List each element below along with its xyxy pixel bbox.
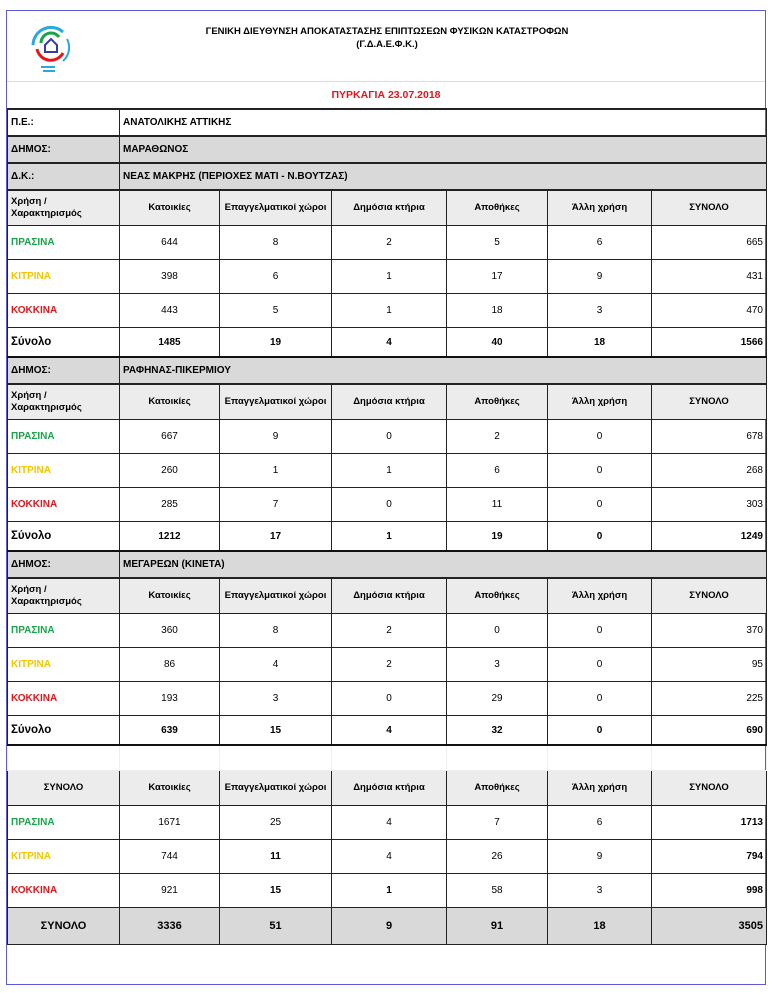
dimos-row <box>8 136 767 163</box>
category-label: ΚΙΤΡΙΝΑ <box>8 840 120 874</box>
cell-value: 667 <box>120 420 220 454</box>
cell-value: 398 <box>120 260 220 294</box>
table-row <box>8 420 767 454</box>
header-col: Δημόσια κτήρια <box>332 384 447 420</box>
header-col: Δημόσια κτήρια <box>332 190 447 226</box>
subtotal-row <box>8 328 767 358</box>
org-name: ΓΕΝΙΚΗ ΔΙΕΥΘΥΝΣΗ ΑΠΟΚΑΤΑΣΤΑΣΗΣ ΕΠΙΠΤΩΣΕΩΝ ΦΥΣΙΚΩΝ ΚΑΤΑΣΤΡΟΦΩΝ <box>205 26 569 37</box>
cell-value: 4 <box>332 806 447 840</box>
header-col: Άλλη χρήση <box>548 190 652 226</box>
cell-value: 1 <box>332 454 447 488</box>
subtotal-value: 690 <box>652 716 767 746</box>
subtotal-value: 639 <box>120 716 220 746</box>
cell-value: 25 <box>220 806 332 840</box>
header-col: Αποθήκες <box>447 384 548 420</box>
cell-value: 2 <box>332 648 447 682</box>
cell-value: 18 <box>447 294 548 328</box>
cell-value: 260 <box>120 454 220 488</box>
document-header <box>7 11 765 81</box>
header-col: Άλλη χρήση <box>548 771 652 806</box>
cell-value: 1713 <box>652 806 767 840</box>
header-usage: Χρήση / Χαρακτηρισμός <box>8 578 120 614</box>
cell-value: 4 <box>332 840 447 874</box>
dimos-value: ΡΑΦΗΝΑΣ-ΠΙΚΕΡΜΙΟΥ <box>120 357 767 384</box>
cell-value: 744 <box>120 840 220 874</box>
cell-value: 443 <box>120 294 220 328</box>
cell-value: 8 <box>220 614 332 648</box>
dk-row <box>8 163 767 190</box>
dk-value: ΝΕΑΣ ΜΑΚΡΗΣ (ΠΕΡΙΟΧΕΣ ΜΑΤΙ - Ν.ΒΟΥΤΖΑΣ) <box>120 163 767 190</box>
header-col: Κατοικίες <box>120 578 220 614</box>
header-col: Κατοικίες <box>120 771 220 806</box>
grand-total-value: 91 <box>447 908 548 945</box>
subtotal-label: Σύνολο <box>8 328 120 358</box>
cell-value: 268 <box>652 454 767 488</box>
cell-value: 6 <box>447 454 548 488</box>
header-col: Επαγγελματικοί χώροι <box>220 578 332 614</box>
grand-total-value: 18 <box>548 908 652 945</box>
grand-total-value: 51 <box>220 908 332 945</box>
subtotal-value: 19 <box>447 522 548 552</box>
category-label: ΚΟΚΚΙΝΑ <box>8 294 120 328</box>
header-col: Αποθήκες <box>447 190 548 226</box>
cell-value: 2 <box>332 614 447 648</box>
cell-value: 998 <box>652 874 767 908</box>
cell-value: 95 <box>652 648 767 682</box>
subtotal-label: Σύνολο <box>8 716 120 746</box>
table-row <box>8 294 767 328</box>
dimos-label: ΔΗΜΟΣ: <box>8 551 120 578</box>
category-label: ΠΡΑΣΙΝΑ <box>8 420 120 454</box>
cell-value: 370 <box>652 614 767 648</box>
category-label: ΚΟΚΚΙΝΑ <box>8 488 120 522</box>
cell-value: 7 <box>447 806 548 840</box>
grand-total-row <box>8 908 767 945</box>
table-row <box>8 226 767 260</box>
cell-value: 193 <box>120 682 220 716</box>
header-col: Κατοικίες <box>120 190 220 226</box>
table-row <box>8 648 767 682</box>
category-label: ΠΡΑΣΙΝΑ <box>8 614 120 648</box>
cell-value: 644 <box>120 226 220 260</box>
category-label: ΠΡΑΣΙΝΑ <box>8 806 120 840</box>
header-usage: ΣΥΝΟΛΟ <box>8 771 120 806</box>
cell-value: 665 <box>652 226 767 260</box>
cell-value: 303 <box>652 488 767 522</box>
spacer-cell <box>220 745 332 771</box>
grand-total-label: ΣΥΝΟΛΟ <box>8 908 120 945</box>
cell-value: 0 <box>332 488 447 522</box>
spacer-cell <box>447 745 548 771</box>
cell-value: 225 <box>652 682 767 716</box>
subtotal-value: 18 <box>548 328 652 358</box>
header-col: Άλλη χρήση <box>548 578 652 614</box>
cell-value: 9 <box>548 840 652 874</box>
header-col: ΣΥΝΟΛΟ <box>652 190 767 226</box>
cell-value: 5 <box>220 294 332 328</box>
column-header-row <box>8 578 767 614</box>
pe-row <box>8 109 767 136</box>
report-title: ΠΥΡΚΑΓΙΑ 23.07.2018 <box>7 81 765 108</box>
pe-value: ΑΝΑΤΟΛΙΚΗΣ ΑΤΤΙΚΗΣ <box>120 109 767 136</box>
column-header-row <box>8 384 767 420</box>
damage-table <box>7 108 767 945</box>
cell-value: 0 <box>332 420 447 454</box>
cell-value: 3 <box>447 648 548 682</box>
cell-value: 6 <box>548 806 652 840</box>
cell-value: 15 <box>220 874 332 908</box>
spacer-cell <box>120 745 220 771</box>
category-label: ΚΙΤΡΙΝΑ <box>8 454 120 488</box>
header-col: Αποθήκες <box>447 578 548 614</box>
subtotal-label: Σύνολο <box>8 522 120 552</box>
grand-total-value: 9 <box>332 908 447 945</box>
header-col: Δημόσια κτήρια <box>332 578 447 614</box>
cell-value: 17 <box>447 260 548 294</box>
subtotal-value: 17 <box>220 522 332 552</box>
subtotal-row <box>8 522 767 552</box>
cell-value: 9 <box>548 260 652 294</box>
gdaefk-logo-icon <box>21 15 81 75</box>
subtotal-value: 1249 <box>652 522 767 552</box>
cell-value: 0 <box>548 420 652 454</box>
spacer-cell <box>332 745 447 771</box>
cell-value: 431 <box>652 260 767 294</box>
cell-value: 360 <box>120 614 220 648</box>
grand-total-value: 3336 <box>120 908 220 945</box>
dimos-value: ΜΑΡΑΘΩΝΟΣ <box>120 136 767 163</box>
header-usage: Χρήση / Χαρακτηρισμός <box>8 190 120 226</box>
category-label: ΠΡΑΣΙΝΑ <box>8 226 120 260</box>
dimos-value: ΜΕΓΑΡΕΩΝ (ΚΙΝΕΤΑ) <box>120 551 767 578</box>
subtotal-value: 1566 <box>652 328 767 358</box>
cell-value: 3 <box>548 874 652 908</box>
cell-value: 1 <box>332 294 447 328</box>
spacer-row <box>8 745 767 771</box>
table-row <box>8 614 767 648</box>
cell-value: 7 <box>220 488 332 522</box>
cell-value: 2 <box>447 420 548 454</box>
table-row <box>8 260 767 294</box>
cell-value: 1 <box>332 874 447 908</box>
cell-value: 29 <box>447 682 548 716</box>
table-row <box>8 806 767 840</box>
cell-value: 11 <box>220 840 332 874</box>
column-header-row <box>8 771 767 806</box>
dk-label: Δ.Κ.: <box>8 163 120 190</box>
column-header-row <box>8 190 767 226</box>
dimos-row <box>8 551 767 578</box>
cell-value: 0 <box>447 614 548 648</box>
header-col: Άλλη χρήση <box>548 384 652 420</box>
cell-value: 6 <box>548 226 652 260</box>
cell-value: 285 <box>120 488 220 522</box>
header-col: Δημόσια κτήρια <box>332 771 447 806</box>
cell-value: 0 <box>548 682 652 716</box>
header-col: Κατοικίες <box>120 384 220 420</box>
subtotal-value: 1212 <box>120 522 220 552</box>
subtotal-value: 32 <box>447 716 548 746</box>
cell-value: 5 <box>447 226 548 260</box>
subtotal-value: 4 <box>332 716 447 746</box>
subtotal-value: 15 <box>220 716 332 746</box>
pe-label: Π.Ε.: <box>8 109 120 136</box>
header-col: ΣΥΝΟΛΟ <box>652 384 767 420</box>
cell-value: 3 <box>220 682 332 716</box>
header-col: Επαγγελματικοί χώροι <box>220 384 332 420</box>
subtotal-value: 1 <box>332 522 447 552</box>
subtotal-value: 40 <box>447 328 548 358</box>
cell-value: 9 <box>220 420 332 454</box>
cell-value: 11 <box>447 488 548 522</box>
dimos-label: ΔΗΜΟΣ: <box>8 357 120 384</box>
org-abbrev: (Γ.Δ.Α.Ε.Φ.Κ.) <box>356 39 418 50</box>
cell-value: 1 <box>220 454 332 488</box>
cell-value: 921 <box>120 874 220 908</box>
cell-value: 0 <box>548 488 652 522</box>
cell-value: 6 <box>220 260 332 294</box>
header-col: Επαγγελματικοί χώροι <box>220 190 332 226</box>
cell-value: 86 <box>120 648 220 682</box>
cell-value: 26 <box>447 840 548 874</box>
cell-value: 0 <box>548 614 652 648</box>
header-usage: Χρήση / Χαρακτηρισμός <box>8 384 120 420</box>
dimos-row <box>8 357 767 384</box>
document-page <box>6 10 766 985</box>
table-row <box>8 840 767 874</box>
cell-value: 2 <box>332 226 447 260</box>
header-col: Αποθήκες <box>447 771 548 806</box>
table-row <box>8 488 767 522</box>
cell-value: 678 <box>652 420 767 454</box>
category-label: ΚΙΤΡΙΝΑ <box>8 648 120 682</box>
subtotal-value: 4 <box>332 328 447 358</box>
category-label: ΚΟΚΚΙΝΑ <box>8 682 120 716</box>
subtotal-value: 19 <box>220 328 332 358</box>
cell-value: 58 <box>447 874 548 908</box>
header-col: Επαγγελματικοί χώροι <box>220 771 332 806</box>
cell-value: 1 <box>332 260 447 294</box>
spacer-cell <box>8 745 120 771</box>
cell-value: 8 <box>220 226 332 260</box>
cell-value: 794 <box>652 840 767 874</box>
cell-value: 4 <box>220 648 332 682</box>
category-label: ΚΙΤΡΙΝΑ <box>8 260 120 294</box>
table-row <box>8 682 767 716</box>
cell-value: 470 <box>652 294 767 328</box>
spacer-cell <box>548 745 652 771</box>
cell-value: 0 <box>548 454 652 488</box>
grand-total-value: 3505 <box>652 908 767 945</box>
cell-value: 1671 <box>120 806 220 840</box>
spacer-cell <box>652 745 767 771</box>
header-col: ΣΥΝΟΛΟ <box>652 771 767 806</box>
cell-value: 0 <box>548 648 652 682</box>
cell-value: 0 <box>332 682 447 716</box>
category-label: ΚΟΚΚΙΝΑ <box>8 874 120 908</box>
subtotal-row <box>8 716 767 746</box>
table-row <box>8 454 767 488</box>
subtotal-value: 0 <box>548 716 652 746</box>
subtotal-value: 0 <box>548 522 652 552</box>
header-col: ΣΥΝΟΛΟ <box>652 578 767 614</box>
subtotal-value: 1485 <box>120 328 220 358</box>
table-row <box>8 874 767 908</box>
cell-value: 3 <box>548 294 652 328</box>
dimos-label: ΔΗΜΟΣ: <box>8 136 120 163</box>
